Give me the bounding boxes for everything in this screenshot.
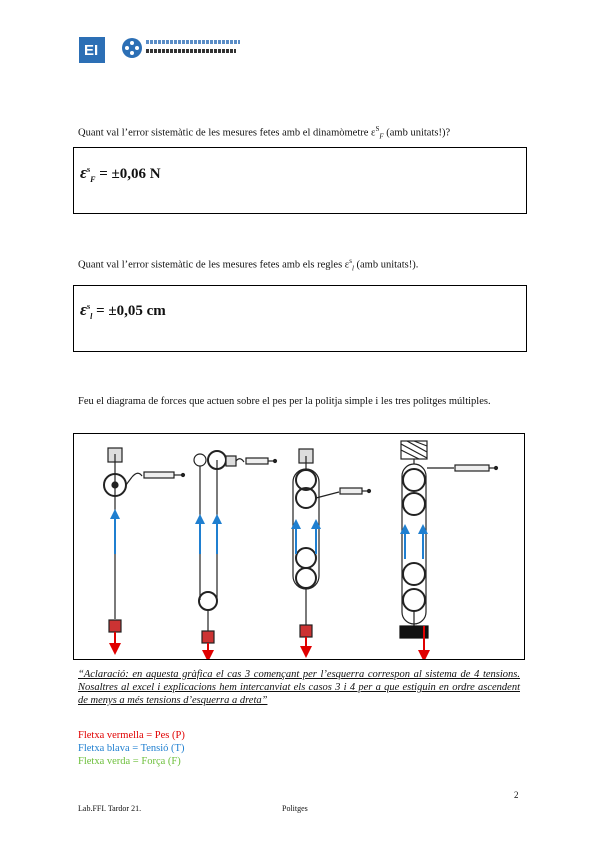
university-logo-icon (122, 38, 142, 58)
clarification-note: “Aclaració: en aquesta gràfica el cas 3 començant per l’esquerra correspon al sistema de 4 tensions. Nosaltres al excel i explicacions hem intercanviat els casos 3 i 4 per a que estiguin en ordre ascendent de menys a més tensions d’esquerra a dreta” (78, 669, 520, 706)
page-number: 2 (514, 790, 519, 800)
setup-4-six-tension-pulley (400, 441, 498, 656)
question-2: Quant val l’error sistemàtic de les mesures fetes amb els regles $\varepsilon^s_l$ (amb unitats!). (78, 257, 419, 273)
setup-2-two-strand-pulley (194, 451, 277, 656)
answer-box-1[interactable] (73, 147, 527, 214)
setup-1-simple-pulley (104, 448, 185, 649)
diagram-instruction: Feu el diagrama de forces que actuen sobre el pes per la politja simple i les tres politges múltiples. (78, 396, 491, 407)
setup-3-four-tension-pulley (293, 449, 371, 652)
university-name-line (146, 40, 240, 44)
answer-2: $\varepsilon^s_l = \pm 0,05$ cm (80, 300, 166, 321)
footer-course: Lab.FFI. Tardor 21. (78, 804, 142, 813)
pulley-force-diagram (73, 433, 525, 660)
legend-blue-arrow: Fletxa blava = Tensió (T) (78, 743, 185, 754)
legend-red-arrow: Fletxa vermella = Pes (P) (78, 730, 185, 741)
school-logo-icon: EI (79, 37, 105, 63)
question-1: Quant val l’error sistemàtic de les mesures fetes amb el dinamòmetre $\varepsilon^S_F$ (amb unitats!)? (78, 125, 451, 141)
legend-green-arrow: Fletxa verda = Força (F) (78, 756, 181, 767)
answer-box-2[interactable] (73, 285, 527, 352)
school-name-line (146, 49, 236, 53)
footer-title: Politges (282, 804, 308, 813)
answer-1: $\varepsilon^s_F = \pm 0,06$ N (80, 163, 161, 184)
